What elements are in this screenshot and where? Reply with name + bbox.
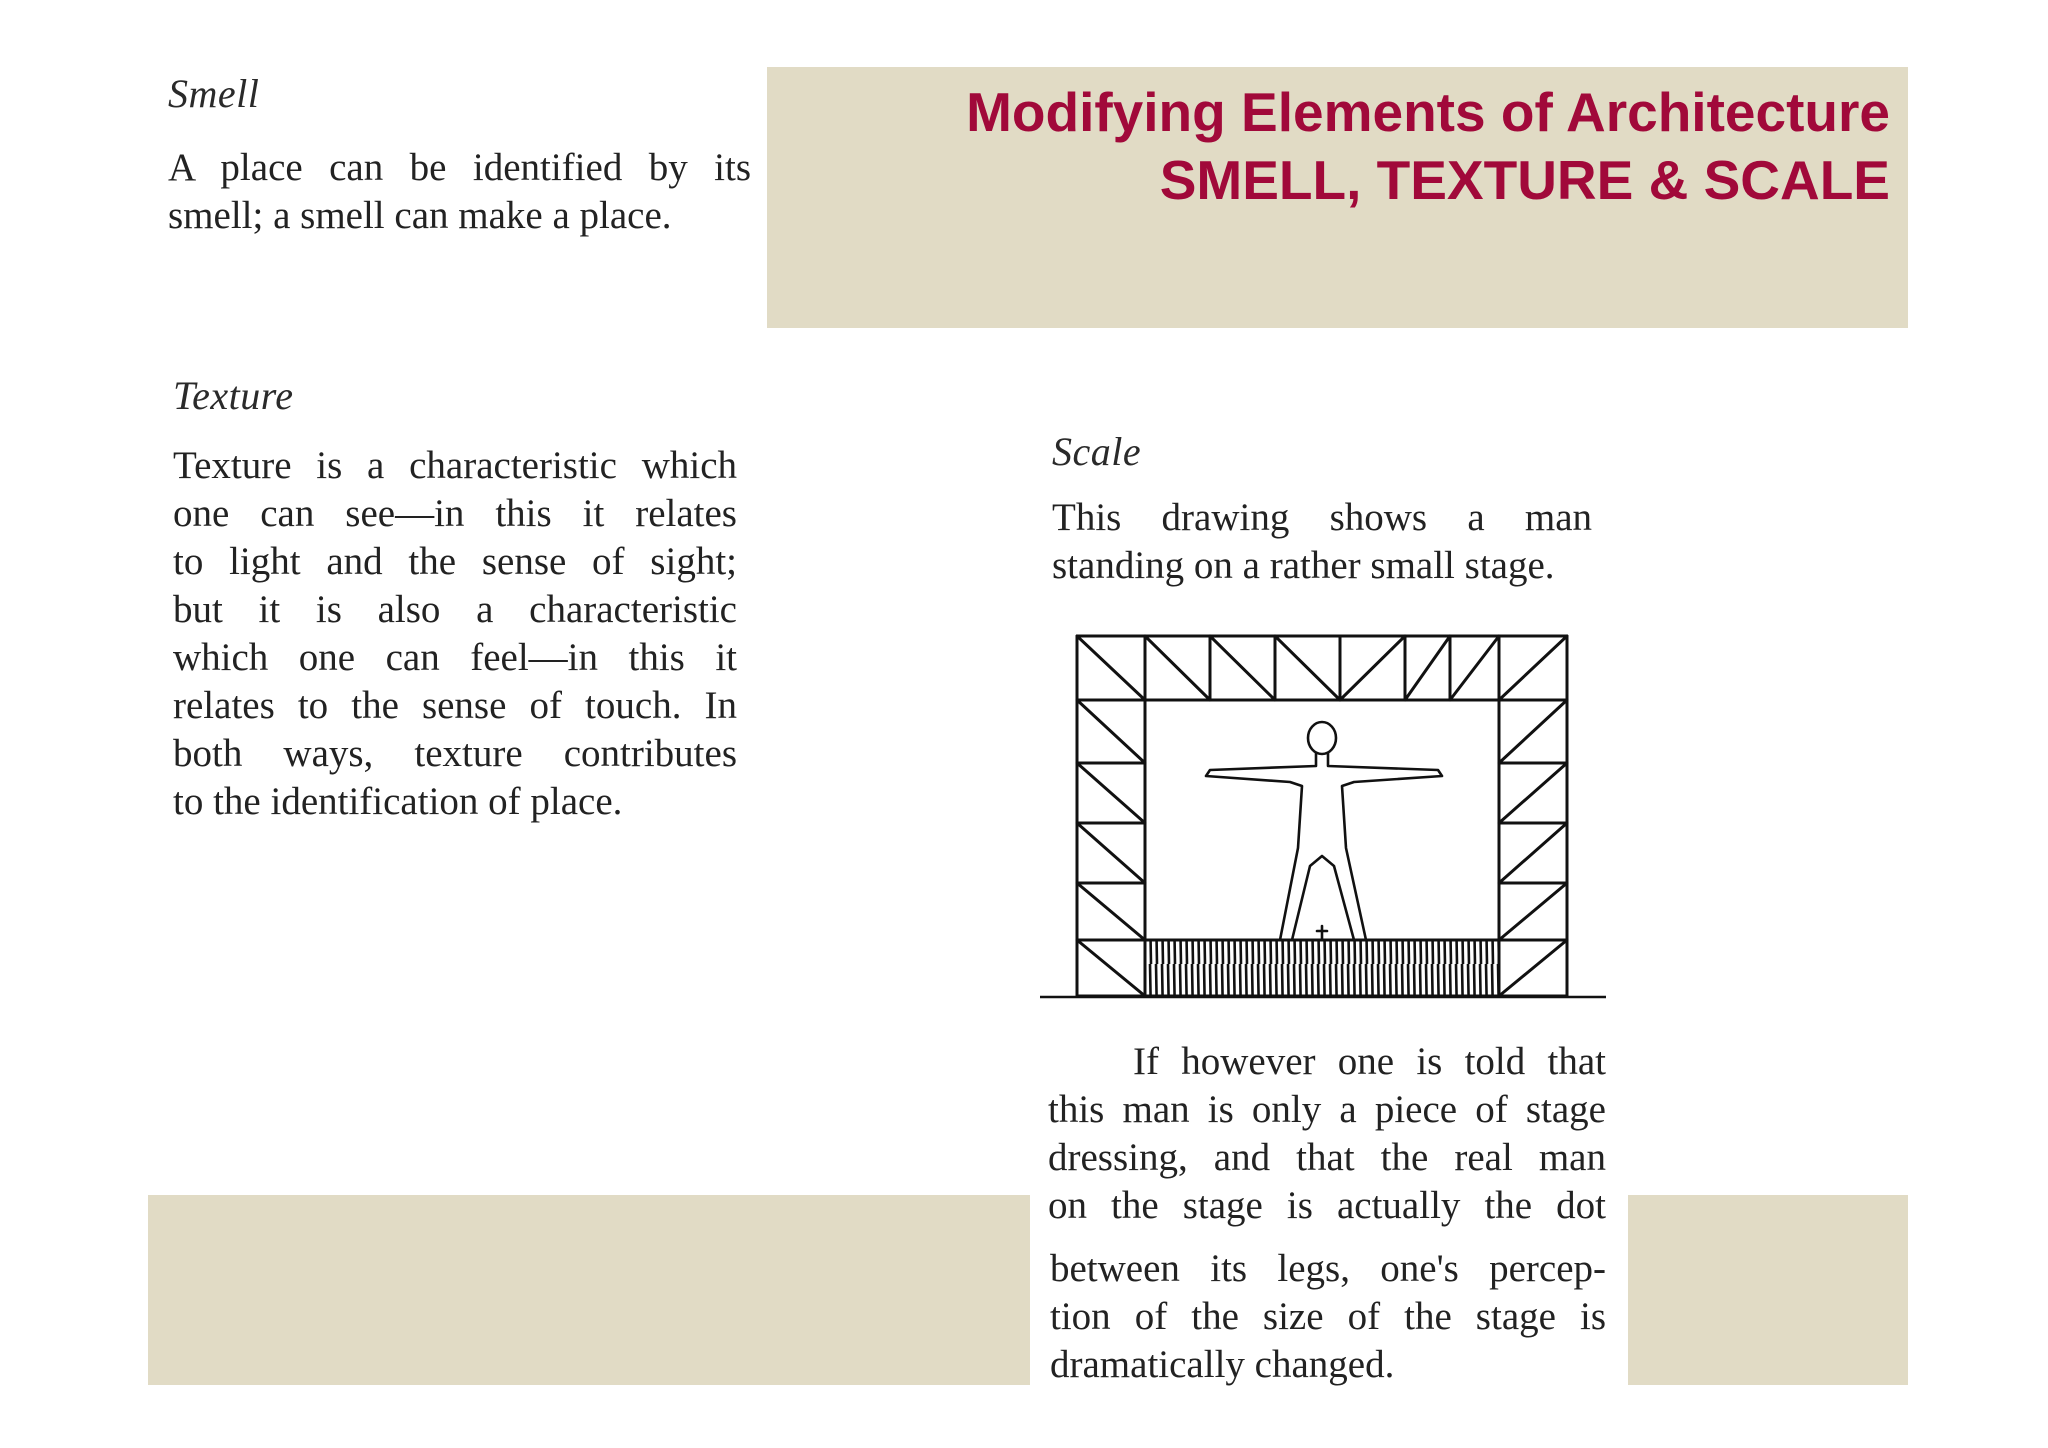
scale-heading: Scale [1052, 429, 1142, 474]
smell-line: A place can be identified by its [168, 146, 751, 189]
scale-body-line: between its legs, one's percep- [1050, 1247, 1606, 1290]
bottom-band [148, 1195, 1908, 1385]
scale-intro-line: This drawing shows a man [1052, 496, 1592, 539]
texture-line: relates to the sense of touch. In [173, 684, 737, 727]
scale-intro-paragraph [1052, 494, 1592, 590]
texture-line: which one can feel—in this it [173, 636, 737, 679]
texture-line: Texture is a characteristic which [173, 444, 737, 487]
smell-heading: Smell [168, 71, 260, 116]
scale-body-line: this man is only a piece of stage [1048, 1088, 1606, 1131]
scale-body-paragraph [1048, 1038, 1606, 1230]
scale-body-line: If however one is told that [1133, 1040, 1606, 1083]
slide-title [966, 78, 1890, 214]
scale-body-line: tion of the size of the stage is [1050, 1295, 1606, 1338]
scale-body-paragraph-2 [1050, 1245, 1606, 1389]
texture-line: one can see—in this it relates [173, 492, 737, 535]
scale-body-line: dressing, and that the real man [1048, 1136, 1606, 1179]
texture-line: but it is also a characteristic [173, 588, 737, 631]
smell-line: smell; a smell can make a place. [168, 194, 672, 237]
stage-with-man-sketch-icon [1040, 628, 1606, 1000]
scale-body-line: dramatically changed. [1050, 1343, 1395, 1386]
texture-paragraph [173, 442, 737, 826]
texture-line: both ways, texture contributes [173, 732, 737, 775]
texture-line: to light and the sense of sight; [173, 540, 737, 583]
texture-line: to the identification of place. [173, 780, 623, 823]
smell-paragraph [168, 144, 751, 240]
texture-heading: Texture [173, 373, 294, 418]
scale-intro-line: standing on a rather small stage. [1052, 544, 1555, 587]
slide-title-line-1: Modifying Elements of Architecture [966, 81, 1890, 143]
scale-body-line: on the stage is actually the dot [1048, 1184, 1606, 1227]
slide-title-line-2: SMELL, TEXTURE & SCALE [1159, 149, 1890, 211]
